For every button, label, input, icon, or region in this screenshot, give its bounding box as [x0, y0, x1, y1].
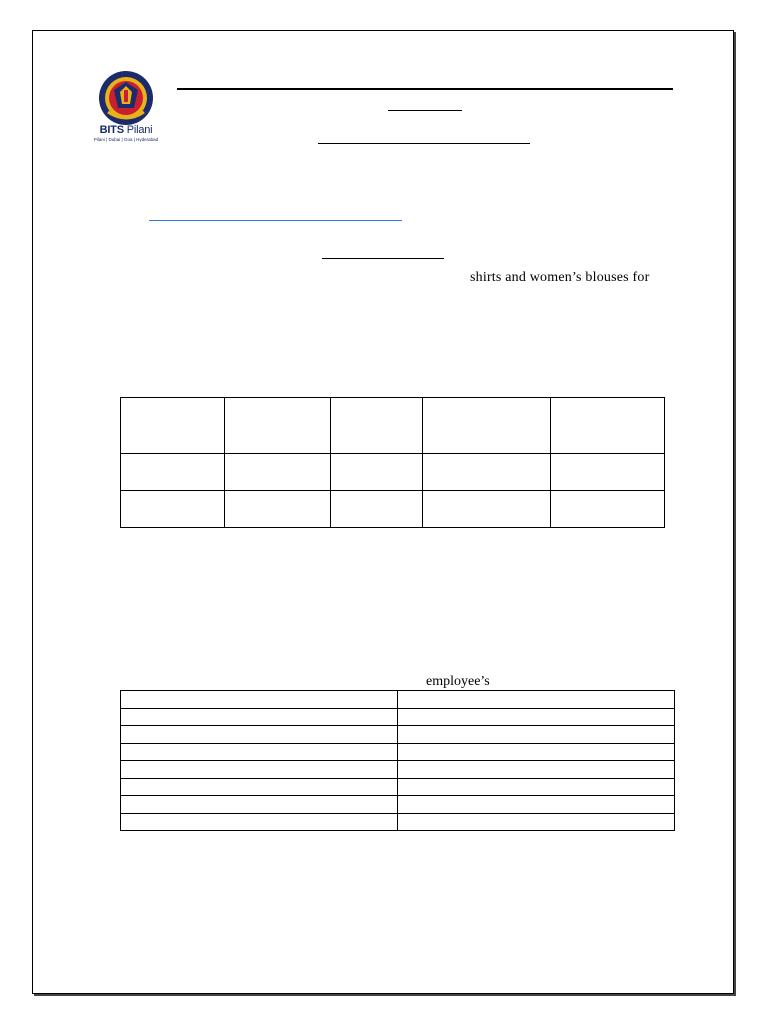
employee-label: employee’s [426, 674, 490, 689]
table-row [121, 761, 675, 779]
table-row [121, 454, 665, 491]
logo-brand: BITS Pilani [99, 124, 153, 136]
body-text-line: shirts and women’s blouses for [470, 270, 650, 285]
table-row [121, 726, 675, 744]
table-row [121, 491, 665, 528]
table-row [121, 778, 675, 796]
bits-pilani-logo [84, 70, 168, 146]
table-row [121, 691, 675, 709]
table-row [121, 708, 675, 726]
link-rule[interactable] [149, 220, 402, 221]
table-row [121, 743, 675, 761]
logo-campuses: Pilani | Dubai | Goa | Hyderabad [93, 137, 159, 142]
table-row [121, 813, 675, 831]
employee-table [120, 690, 675, 831]
title-rule [177, 88, 673, 90]
table-row [121, 398, 665, 454]
table-row [121, 796, 675, 814]
subtitle-rule [388, 110, 462, 111]
section-heading-rule [322, 258, 444, 259]
heading-rule [318, 143, 530, 144]
bits-emblem-icon [84, 70, 168, 126]
data-table [120, 397, 665, 528]
